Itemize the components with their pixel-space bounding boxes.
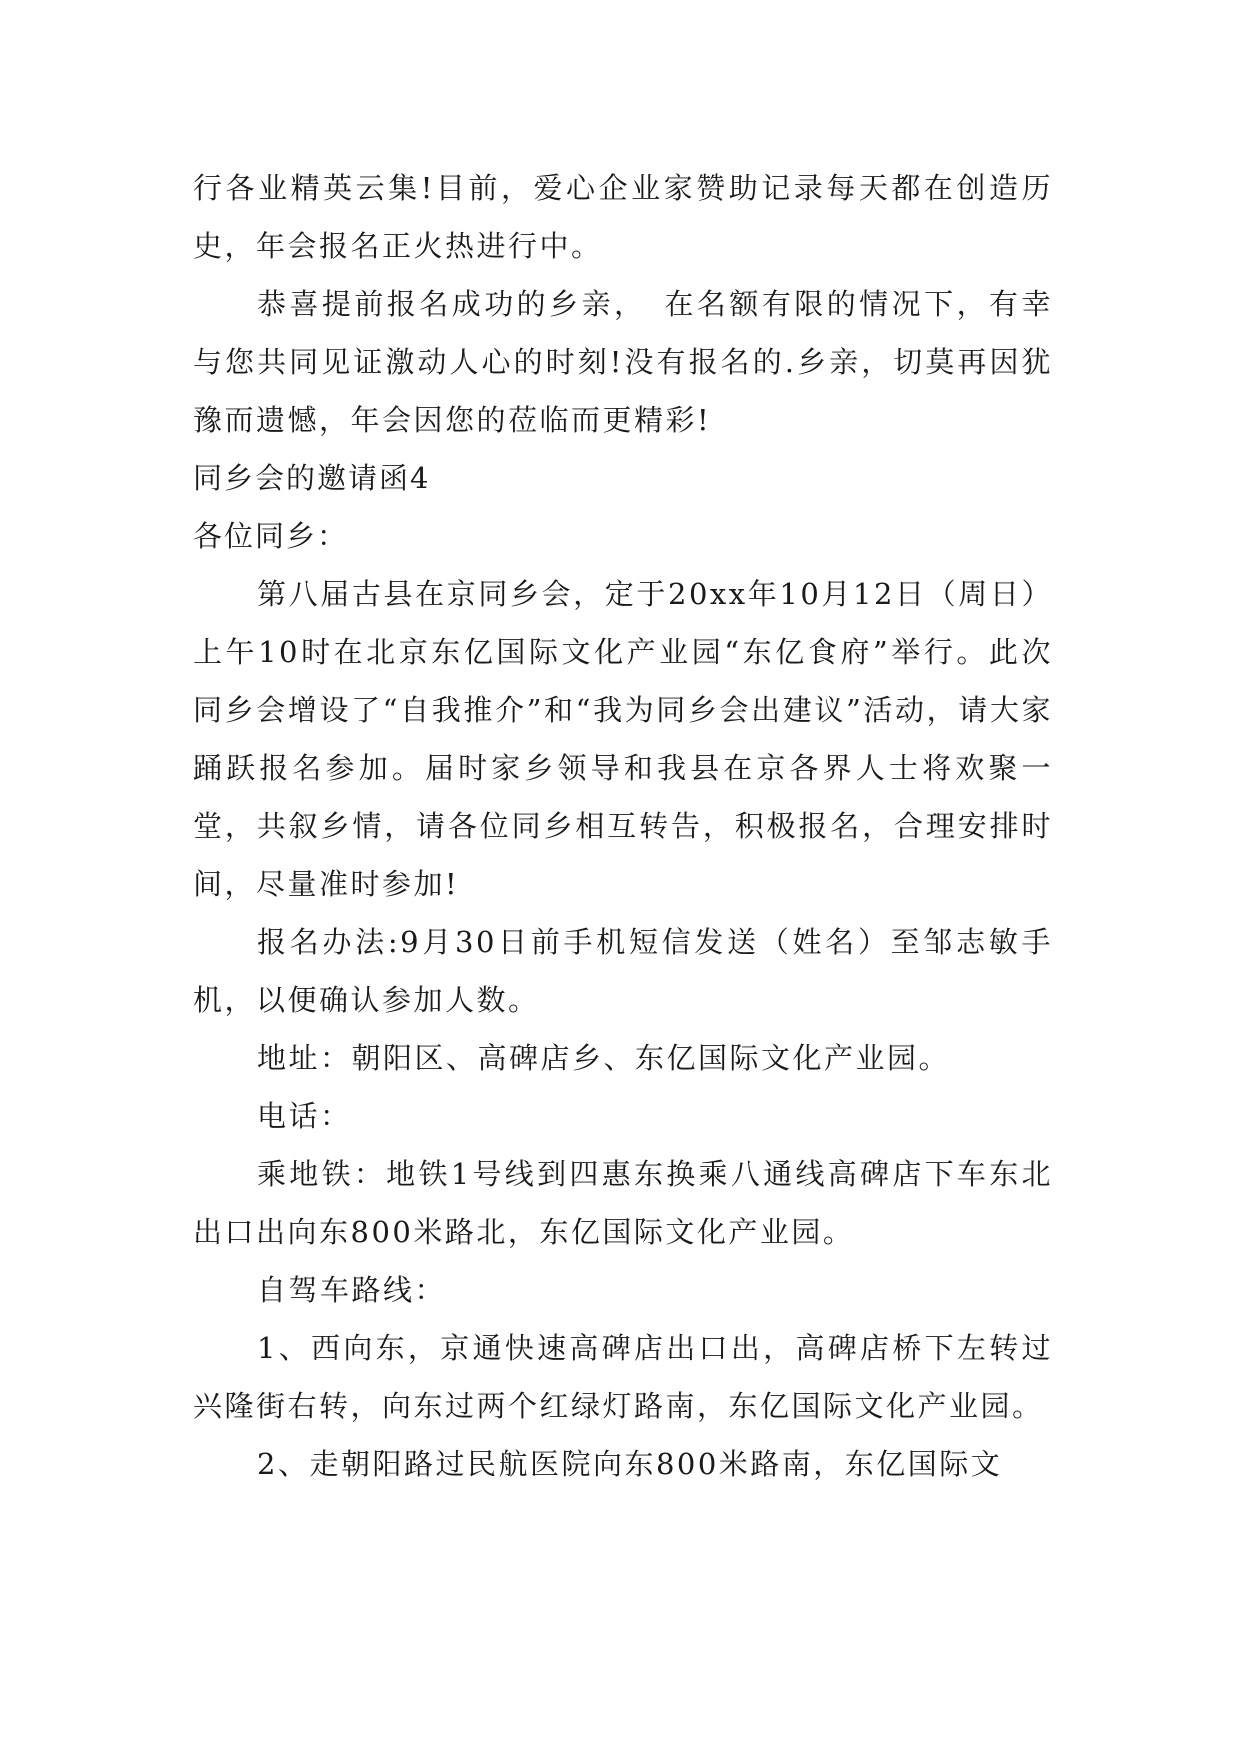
- paragraph-registration: 报名办法:9月30日前手机短信发送（姓名）至邹志敏手机，以便确认参加人数。: [193, 925, 1053, 1017]
- salutation: 各位同乡：: [193, 519, 349, 553]
- paragraph-route-2: 2、走朝阳路过民航医院向东800米路南，东亿国际文: [257, 1447, 1003, 1481]
- document-body: [193, 159, 1053, 1493]
- paragraph-1: 行各业精英云集!目前，爱心企业家赞助记录每天都在创造历史，年会报名正火热进行中。: [193, 171, 1053, 263]
- paragraph-phone: 电话：: [257, 1099, 352, 1133]
- paragraph-address: 地址：朝阳区、高碑店乡、东亿国际文化产业园。: [257, 1041, 951, 1075]
- paragraph-invitation: 第八届古县在京同乡会，定于20xx年10月12日（周日）上午10时在北京东亿国际文化产业园“东亿食府”举行。此次同乡会增设了“自我推介”和“我为同乡会出建议”活动，请大家踊跃报名参加。届时家乡领导和我县在京各界人士将欢聚一堂，共叙乡情，请各位同乡相互转告，积极报名，合理安排时间，尽量准时参加!: [193, 577, 1053, 901]
- paragraph-route-1: 1、西向东，京通快速高碑店出口出，高碑店桥下左转过兴隆街右转，向东过两个红绿灯路南，东亿国际文化产业园。: [193, 1331, 1053, 1423]
- paragraph-driving-title: 自驾车路线：: [257, 1273, 447, 1307]
- paragraph-2: 恭喜提前报名成功的乡亲， 在名额有限的情况下，有幸与您共同见证激动人心的时刻!没有报名的.乡亲，切莫再因犹豫而遗憾，年会因您的莅临而更精彩!: [193, 287, 1053, 437]
- paragraph-subway: 乘地铁：地铁1号线到四惠东换乘八通线高碑店下车东北出口出向东800米路北，东亿国际文化产业园。: [193, 1157, 1053, 1249]
- section-title: 同乡会的邀请函4: [193, 461, 431, 495]
